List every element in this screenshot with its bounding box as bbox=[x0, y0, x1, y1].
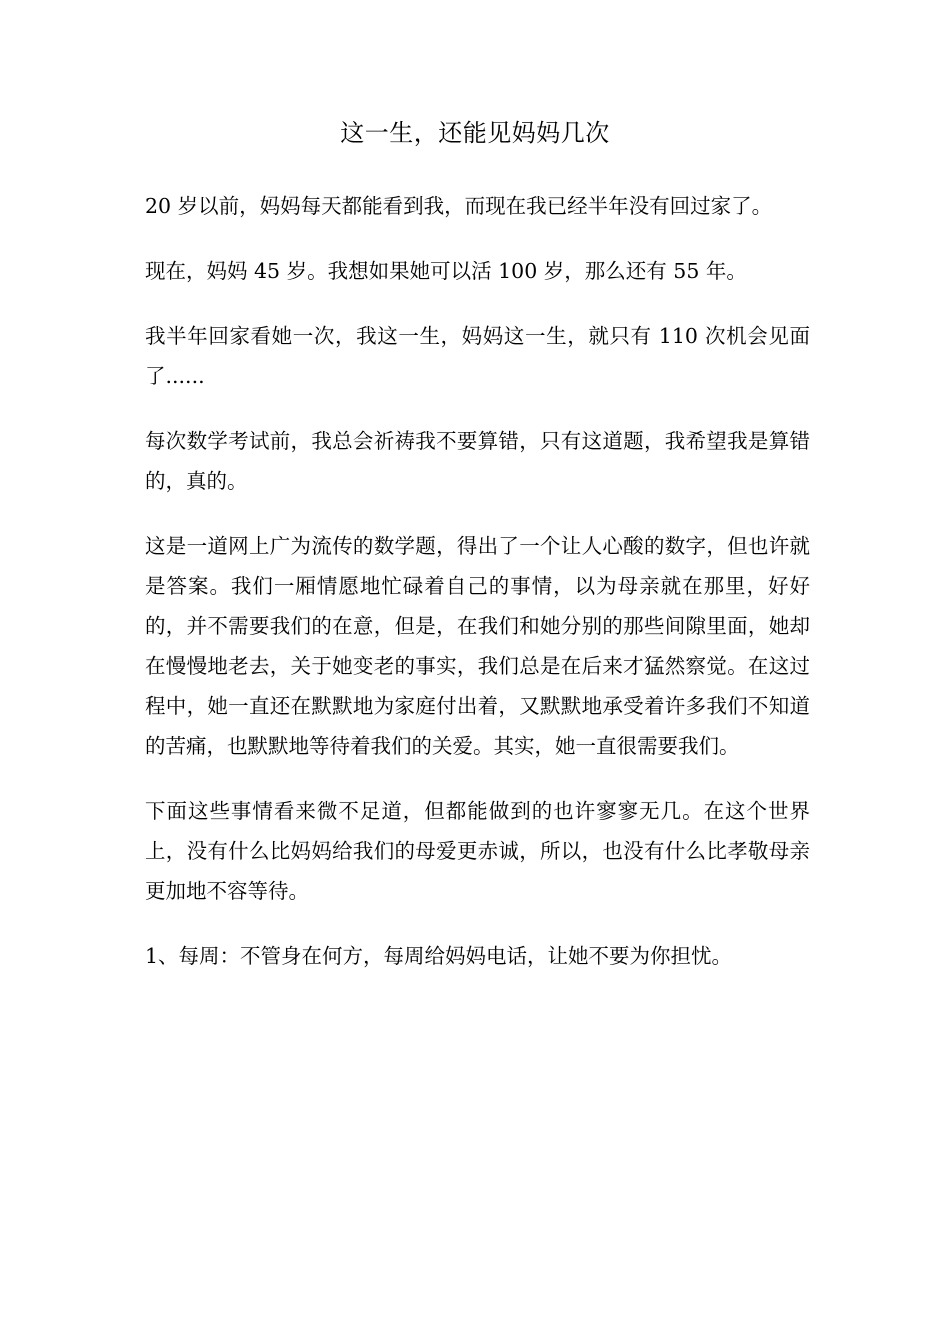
paragraph-reflection: 这是一道网上广为流传的数学题，得出了一个让人心酸的数字，但也许就是答案。我们一厢情愿地忙碌着自己的事情，以为母亲就在那里，好好的，并不需要我们的在意，但是，在我们和她分别的那些间隙里面，她却在慢慢地老去，关于她变老的事实，我们总是在后来才猛然察觉。在这过程中，她一直还在默默地为家庭付出着，又默默地承受着许多我们不知道的苦痛，也默默地等待着我们的关爱。其实，她一直很需要我们。 bbox=[145, 534, 810, 758]
paragraph-filial-piety: 下面这些事情看来微不足道，但都能做到的也许寥寥无几。在这个世界上，没有什么比妈妈给我们的母爱更赤诚，所以，也没有什么比孝敬母亲更加地不容等待。 bbox=[145, 799, 810, 903]
paragraph-math-exam: 每次数学考试前，我总会祈祷我不要算错，只有这道题，我希望我是算错的，真的。 bbox=[145, 429, 810, 493]
paragraph-visit-count: 我半年回家看她一次，我这一生，妈妈这一生，就只有 110 次机会见面了...... bbox=[145, 324, 810, 388]
document-title: 这一生，还能见妈妈几次 bbox=[340, 119, 610, 147]
document-body bbox=[145, 186, 810, 976]
list-item-weekly: 1、每周：不管身在何方，每周给妈妈电话，让她不要为你担忧。 bbox=[145, 944, 733, 968]
paragraph-age-twenty: 20 岁以前，妈妈每天都能看到我，而现在我已经半年没有回过家了。 bbox=[145, 194, 773, 218]
paragraph-mother-age: 现在，妈妈 45 岁。我想如果她可以活 100 岁，那么还有 55 年。 bbox=[145, 259, 747, 283]
